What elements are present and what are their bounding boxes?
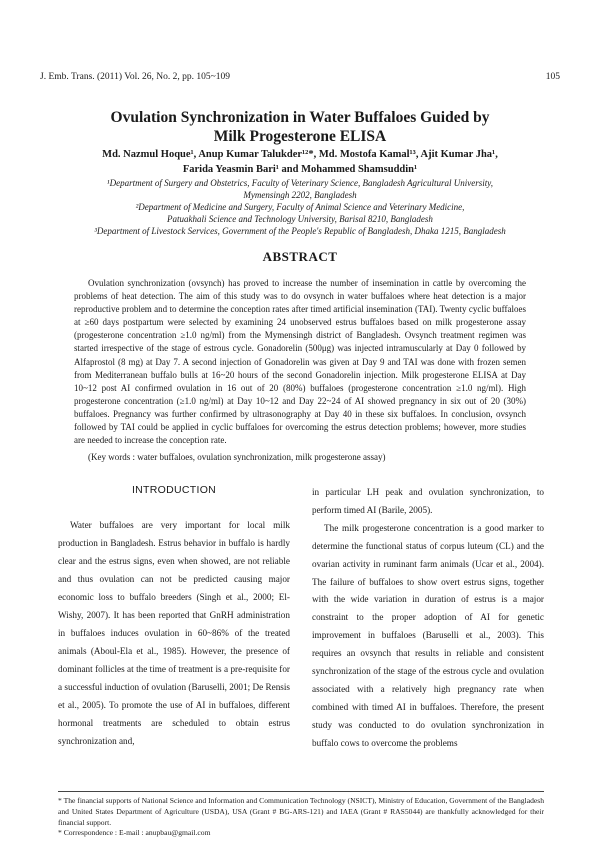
- title-line-2: Milk Progesterone ELISA: [213, 128, 387, 145]
- intro-paragraph-1: Water buffaloes are very important for local milk production in Bangladesh. Estrus behavior in buffalo is hardly clear and the estrus signs, even when showed, are not reliable and thus ovulation can not be predicted causing major economic loss to buffalo breeders (Singh et al., 2000; El-Wishy, 2007). It has been reported that GnRH administration in buffaloes induces ovulation in 60~86% of the treated animals (Aboul-Ela et al., 1985). However, the presence of dominant follicles at the time of treatment is a pre-requisite for a successful induction of ovulation (Baruselli, 2001; De Rensis et al., 2005). To promote the use of AI in buffaloes, different hormonal treatments are scheduled to obtain estrus synchronization and,: [58, 520, 290, 746]
- authors-line-1: Md. Nazmul Hoque¹, Anup Kumar Talukder¹²*, Md. Mostofa Kamal¹³, Ajit Kumar Jha¹,: [102, 149, 498, 160]
- intro-paragraph-2: The milk progesterone concentration is a good marker to determine the functional status of corpus luteum (CL) and the ovarian activity in ruminant farm animals (Ucar et al., 2004). The failure of buffaloes to show overt estrus signs, together with the wide variation in duration of estrus is a major constraint to the proper adoption of AI for genetic improvement in buffaloes (Baruselli et al., 2003). This requires an ovsynch that results in reliable and consistent synchronization of the stage of the estrous cycle and ovulation associated with a relatively high pregnancy rate when combined with timed AI in buffaloes. Therefore, the present study was conducted to do ovulation synchronization in buffalo cows to overcome the problems: [312, 522, 544, 748]
- introduction-heading: INTRODUCTION: [131, 484, 217, 496]
- affiliation-3-line-1: ³Department of Livestock Services, Government of the People's Republic of Bangladesh, Dhaka 1215, Bangladesh: [94, 226, 506, 236]
- left-column: [58, 516, 290, 750]
- journal-citation: J. Emb. Trans. (2011) Vol. 26, No. 2, pp. 105~109: [40, 72, 230, 82]
- page-number: 105: [545, 72, 560, 82]
- paper-title: [0, 108, 600, 146]
- footnote-divider: [58, 791, 544, 792]
- affiliation-1-line-1: ¹Department of Surgery and Obstetrics, Faculty of Veterinary Science, Bangladesh Agricultural University,: [106, 178, 494, 188]
- authors-line-2: Farida Yeasmin Bari¹ and Mohammed Shamsuddin¹: [182, 164, 418, 175]
- right-column: [312, 484, 544, 753]
- author-list: [0, 147, 600, 177]
- footnotes: [58, 796, 544, 839]
- abstract-paragraph: Ovulation synchronization (ovsynch) has proved to increase the number of insemination in cattle by overcoming the problems of heat detection. The aim of this study was to do ovsynch in water buffaloes where heat detection is a major reproductive problem and to determine the conception rates after timed artificial insemination (TAI). Twenty cyclic buffaloes at ≥60 days postpartum were selected by examining 24 unobserved estrus buffaloes based on milk progesterone assay (progesterone concentration ≥1.0 ng/ml) from the Mymensingh district of Bangladesh. Ovsynch treatment regimen was started irrespective of the stage of estrous cycle. Gonadorelin (500μg) was injected intramuscularly at Day 0 followed by Alfaprostol (8 mg) at Day 7. A second injection of Gonadorelin was given at Day 9 and TAI was done with frozen semen from Mediterranean buffalo bulls at 16~20 hours of the second Gonadorelin injection. Milk progesterone ELISA at Day 10~12 post AI confirmed ovulation in 16 out of 20 (80%) buffaloes (progesterone concentration ≥1.0 ng/ml). High progesterone concentration (≥1.0 ng/ml) at Day 10~12 and Day 22~24 of AI showed pregnancy in six out of 20 (30%) buffaloes. Pregnancy was further confirmed by ultrasonography at Day 40 in these six buffaloes. In conclusion, ovsynch followed by TAI could be applied in cyclic buffaloes for overcoming the estrus detection problems; however, more studies are needed to increase the conception rate.: [74, 278, 526, 446]
- keywords: (Key words : water buffaloes, ovulation synchronization, milk progesterone assay): [88, 452, 386, 462]
- affiliation-1-line-2: Mymensingh 2202, Bangladesh: [243, 190, 357, 200]
- intro-paragraph-1-continued: in particular LH peak and ovulation synchronization, to perform timed AI (Barile, 2005).: [312, 487, 544, 515]
- abstract-text: [74, 277, 526, 447]
- affiliation-2-line-2: Patuakhali Science and Technology University, Barisal 8210, Bangladesh: [167, 214, 433, 224]
- correspondence-footnote: * Correspondence : E-mail : anupbau@gmail.com: [58, 828, 211, 838]
- abstract-heading: ABSTRACT: [262, 249, 338, 264]
- title-line-1: Ovulation Synchronization in Water Buffaloes Guided by: [110, 109, 490, 126]
- affiliation-2-line-1: ²Department of Medicine and Surgery, Faculty of Animal Science and Veterinary Medicine,: [135, 202, 465, 212]
- funding-footnote: * The financial supports of National Science and Information and Communication Technology (NSICT), Ministry of Education, Government of the Bangladesh and United States Department of Agriculture (USDA), USA (Grant # BG-ARS-121) and IAEA (Grant # RAS5044) are thankfully acknowledged for their financial support.: [58, 796, 544, 827]
- affiliations: [30, 177, 570, 237]
